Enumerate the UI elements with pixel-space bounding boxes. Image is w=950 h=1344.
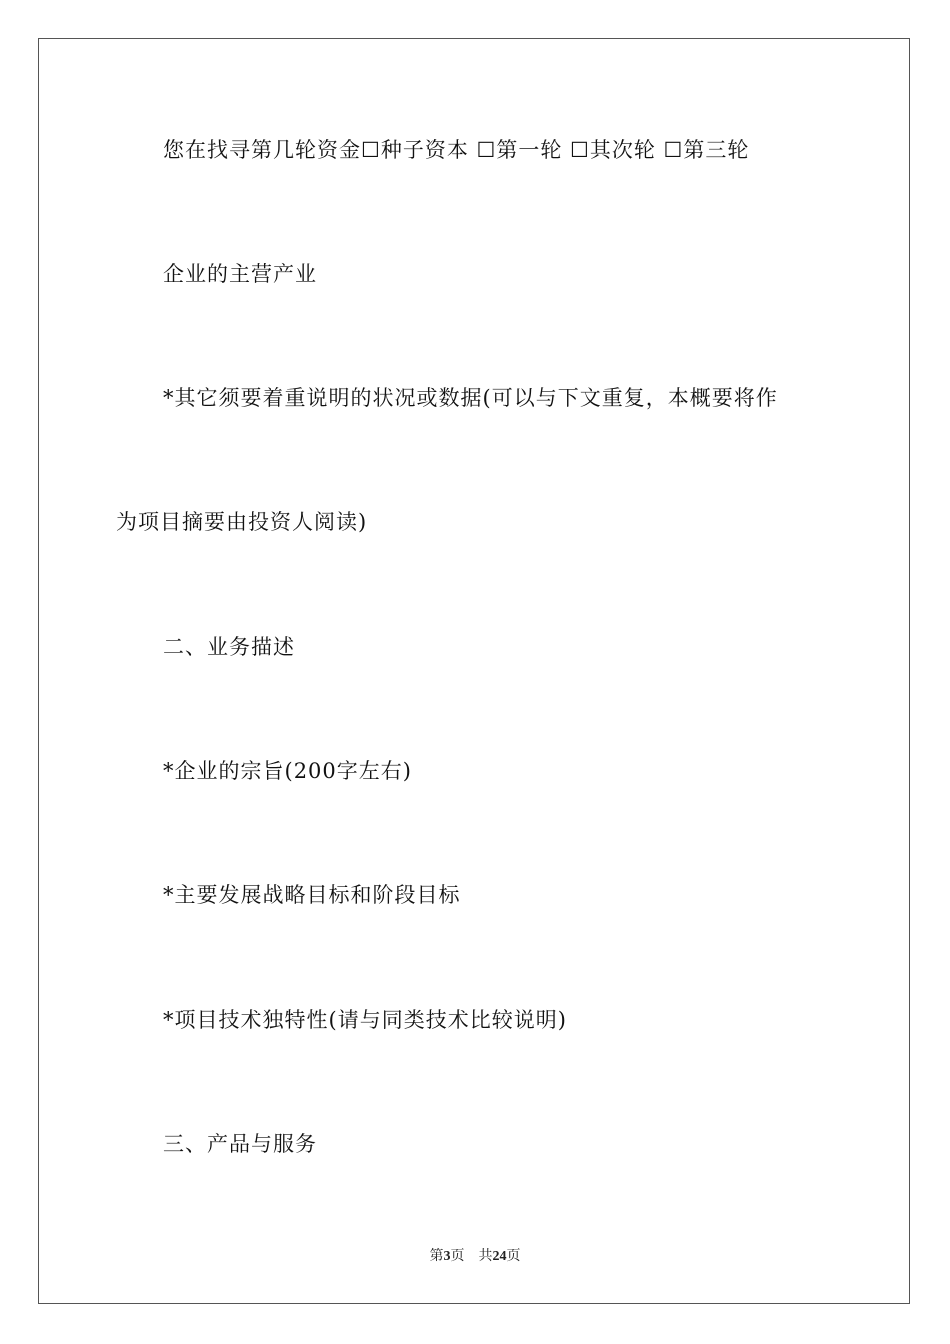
footer-total-prefix: 共 [478,1249,493,1264]
footer-page-suffix: 页 [450,1249,465,1264]
other-notes-continuation: 为项目摘要由投资人阅读) [116,510,368,534]
page-footer [0,1248,950,1266]
section-heading-business: 二、业务描述 [163,635,295,659]
tech-uniqueness-line: *项目技术独特性(请与同类技术比较说明) [163,1008,567,1032]
page-border [38,38,910,1304]
footer-page-prefix: 第 [429,1249,444,1264]
section-heading-products: 三、产品与服务 [163,1132,317,1156]
funding-round-line: 您在找寻第几轮资金☐种子资本 ☐第一轮 ☐其次轮 ☐第三轮 [163,138,750,162]
company-mission-line: *企业的宗旨(200字左右) [163,759,412,783]
strategy-goals-line: *主要发展战略目标和阶段目标 [163,883,461,907]
footer-page-number: 3 [443,1249,451,1264]
footer-total-suffix: 页 [506,1249,521,1264]
other-notes-line: *其它须要着重说明的状况或数据(可以与下文重复，本概要将作 [163,386,778,410]
footer-total-pages: 24 [492,1249,507,1264]
main-industry-line: 企业的主营产业 [163,262,317,286]
